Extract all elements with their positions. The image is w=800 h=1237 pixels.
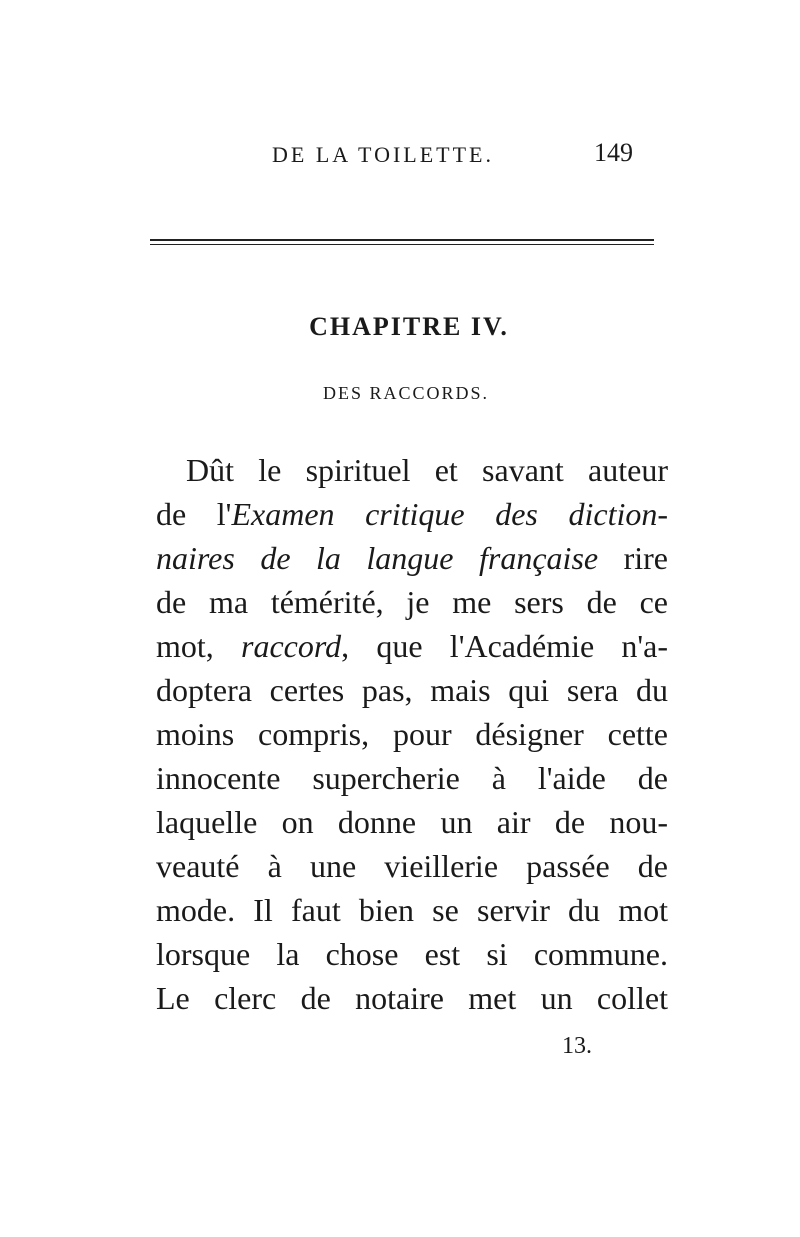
body-line-3: naires de la langue française rire (156, 540, 668, 576)
signature-mark: 13. (562, 1033, 592, 1059)
body-line-8: innocente supercherie à l'aide de (156, 760, 668, 796)
running-head: DE LA TOILETTE. (272, 142, 494, 167)
body-line-4: de ma témérité, je me sers de ce (156, 584, 668, 620)
body-line-9: laquelle on donne un air de nou- (156, 804, 668, 840)
body-line-7: moins compris, pour désigner cette (156, 716, 668, 752)
body-line-2: de l'Examen critique des diction- (156, 496, 669, 532)
chapter-title: CHAPITRE IV. (309, 312, 509, 341)
header-rule-thin (150, 244, 654, 245)
body-line-13: Le clerc de notaire met un collet (156, 980, 668, 1016)
section-title: DES RACCORDS. (322, 383, 490, 403)
body-line-10: veauté à une vieillerie passée de (156, 848, 668, 884)
page-number: 149 (594, 138, 633, 167)
body-line-12: lorsque la chose est si commune. (156, 936, 668, 972)
body-line-11: mode. Il faut bien se servir du mot (156, 892, 668, 928)
body-line-1: Dût le spirituel et savant auteur (186, 452, 668, 488)
body-line-5: mot, raccord, que l'Académie n'a- (156, 628, 669, 664)
header-rule-thick (150, 239, 654, 241)
body-line-6: doptera certes pas, mais qui sera du (156, 672, 668, 708)
